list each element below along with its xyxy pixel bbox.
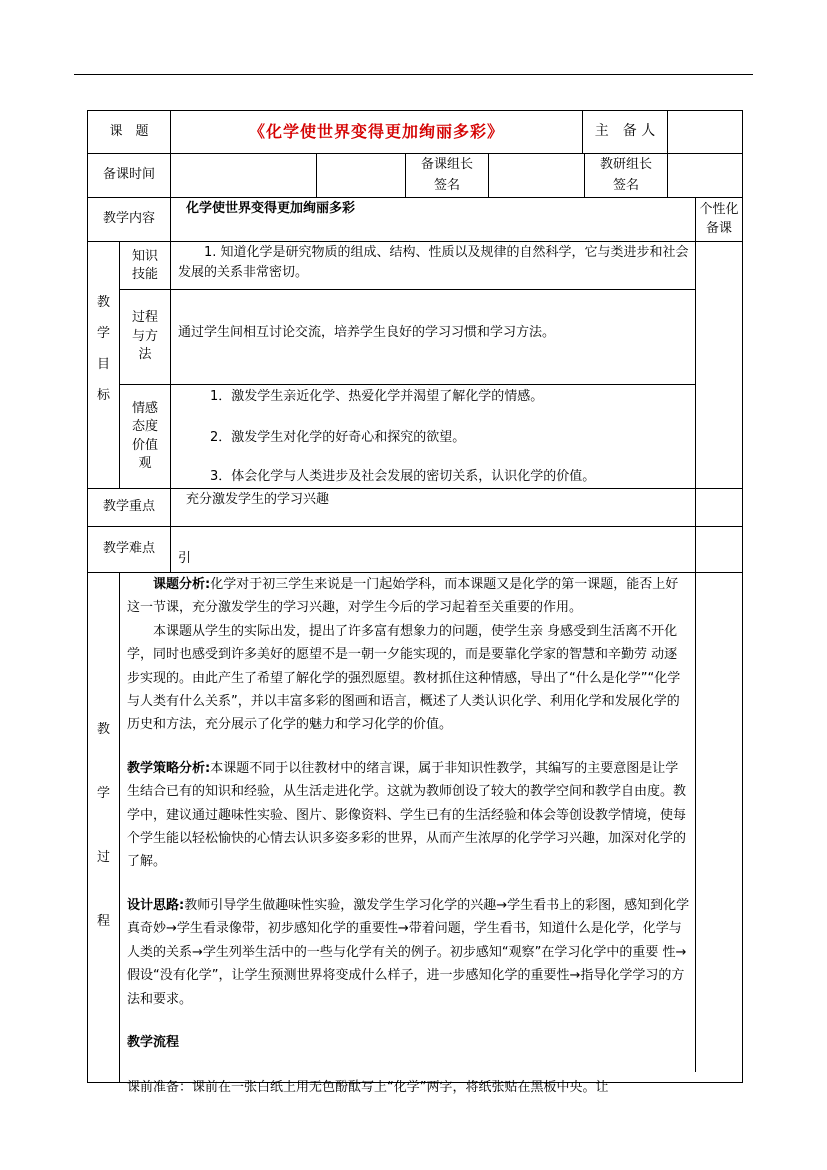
key-point-label: 教学重点 <box>102 499 155 515</box>
objectives-section-label: 教 学 目 标 <box>96 295 110 403</box>
emotion-label: 情感态度价值观 <box>131 401 158 471</box>
research-leader-signature <box>668 154 742 197</box>
analysis-paragraph-2: 本课题从学生的实际出发，提出了许多富有想象力的问题，使学生亲 身感受到生活离不开化学，同时也感受到许多美好的愿望不是一朝一夕能实现的，而是要靠化学家的智慧和辛勤劳 动逐步实现的。由此产生了希望了解化学的强烈愿望。教材抓住这种情感，导出了“什么是化学”“化学与人类有什么关系”，并以丰富多彩的图画和语言，概述了人类认识化学、利用化学和发展化学的历史和方法，充分展示了化学的魅力和学习化学的价值。 <box>127 623 681 733</box>
analysis-paragraph: 课题分析:化学对于初三学生来说是一门起始学科，而本课题又是化学的第一课题，能否上好这一节课，充分激发学生的学习兴趣，对学生今后的学习起着至关重要的作用。 <box>127 577 679 616</box>
process-body <box>127 573 690 1096</box>
process-method-label: 过程与方法 <box>131 309 158 363</box>
content-value: 化学使世界变得更加绚丽多彩 <box>186 201 356 216</box>
knowledge-label: 知识技能 <box>131 248 158 282</box>
emotion-item: 2．激发学生对化学的好奇心和探究的欲望。 <box>210 430 466 445</box>
knowledge-text: 1. 知道化学是研究物质的组成、结构、性质以及规律的自然科学，它与类进步和社会发展的关系非常密切。 <box>178 245 689 281</box>
process-method-text: 通过学生间相互讨论交流，培养学生良好的学习习惯和学习方法。 <box>178 324 556 340</box>
course-label: 课 题 <box>109 123 149 139</box>
preparer-value <box>668 111 742 153</box>
course-title: 《化学使世界变得更加绚丽多彩》 <box>248 121 504 141</box>
emotion-item: 1．激发学生亲近化学、热爱化学并渴望了解化学的情感。 <box>210 389 544 404</box>
flow-title: 教学流程 <box>127 1034 180 1050</box>
difficulty-label: 教学难点 <box>102 541 155 557</box>
design-paragraph: 设计思路:教师引导学生做趣味性实验，激发学生学习化学的兴趣→学生看书上的彩图，感知到化学真奇妙→学生看录像带，初步感知化学的重要性→带着问题，学生看书，知道什么是化学，化学与人类的关系→学生列举生活中的一些与化学有关的例子。初步感知“观察”在学习化学中的重要 性→假设“没有化学”，让学生预测世界将变成什么样子，进一步感知化学的重要性→指导化学学习的方法和要求。 <box>127 897 690 1007</box>
group-leader-signature <box>489 154 584 197</box>
header-rule <box>74 74 753 75</box>
prep-time-extra <box>317 154 405 197</box>
emotion-item: 3．体会化学与人类进步及社会发展的密切关系，认识化学的价值。 <box>210 469 596 484</box>
prep-time-value <box>171 154 316 197</box>
process-section-label: 教 学 过 程 <box>96 722 110 929</box>
key-point-value: 充分激发学生的学习兴趣 <box>186 492 330 507</box>
group-leader-label: 备课组长签名 <box>420 157 473 193</box>
content-label: 教学内容 <box>102 211 155 227</box>
research-leader-label: 教研组长签名 <box>599 157 652 193</box>
prep-paragraph: 课前准备：课前在一张白纸上用无色酚酞写上“化学”两字，将纸张贴在黑板中央。让 <box>127 1080 609 1096</box>
strategy-paragraph: 教学策略分析:本课题不同于以往教材中的绪言课，属于非知识性教学，其编写的主要意图是让学生结合已有的知识和经验，从生活走进化学。这就为教师创设了较大的教学空间和教学自由度。教学中，建议通过趣味性实验、图片、影像资料、学生已有的生活经验和体会等创设教学情境，使每个学生能以轻松愉快的心情去认识多姿多彩的世界，从而产生浓厚的化学学习兴趣，加深对化学的了解。 <box>127 760 687 870</box>
preparer-label: 主 备 人 <box>594 123 656 140</box>
prep-time-label: 备课时间 <box>102 167 155 183</box>
personal-prep-label: 个性化备课 <box>699 201 739 236</box>
emotion-items <box>190 387 690 487</box>
difficulty-value: 引 <box>178 551 192 566</box>
